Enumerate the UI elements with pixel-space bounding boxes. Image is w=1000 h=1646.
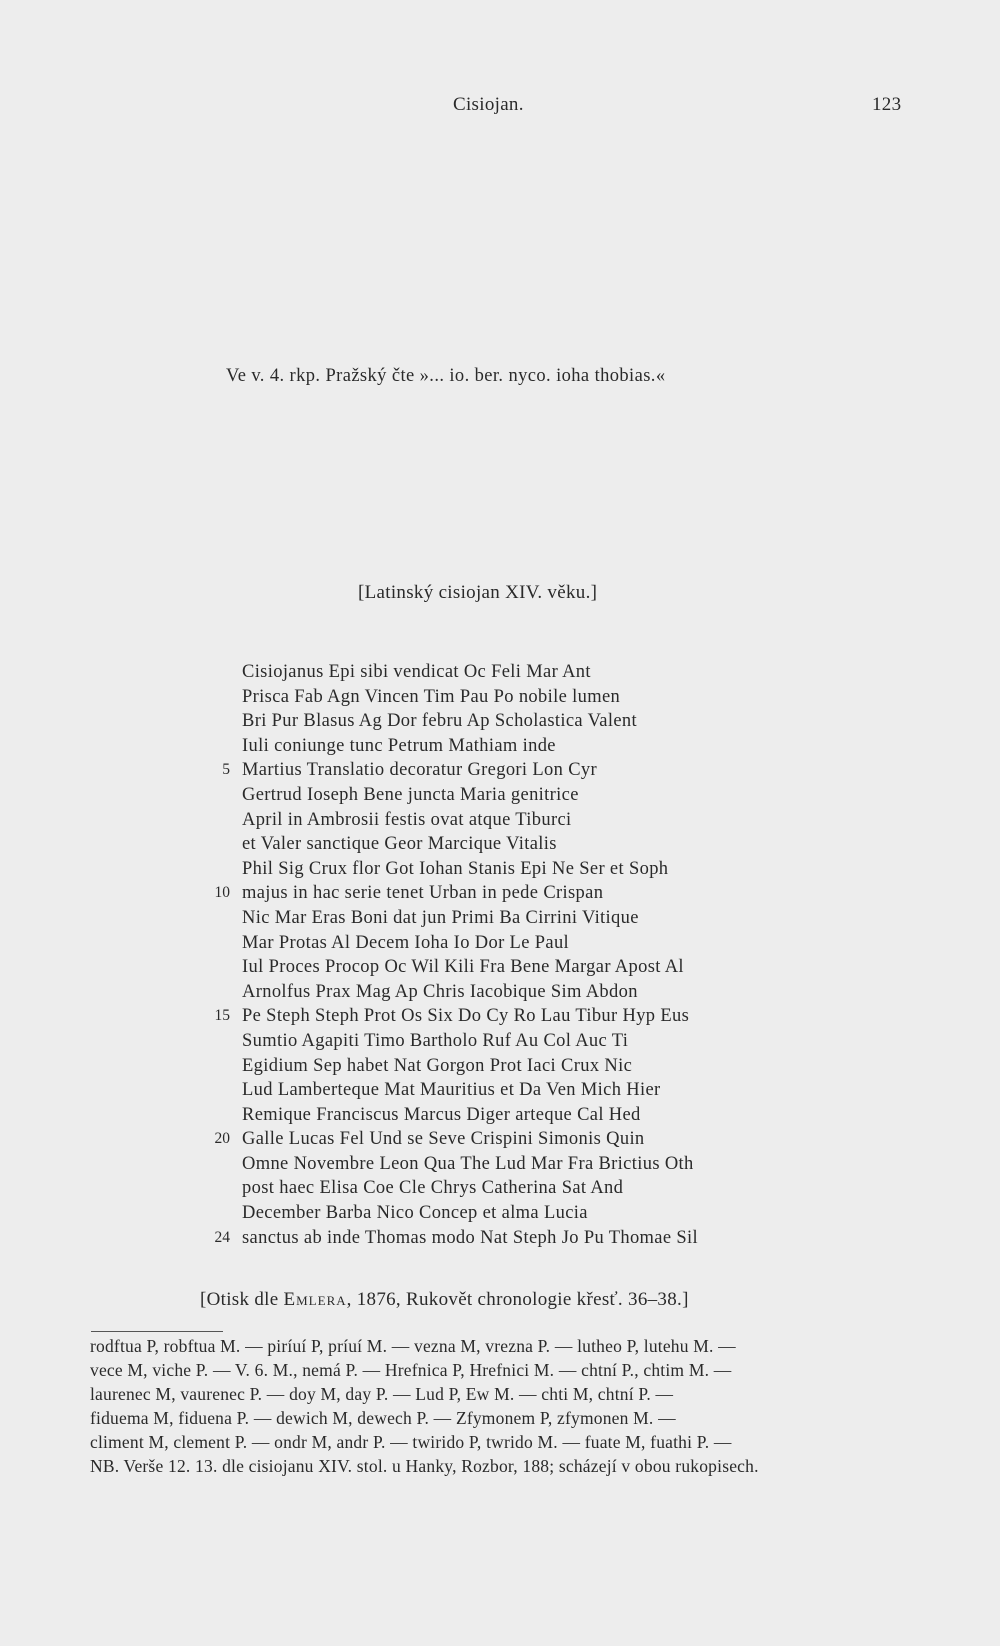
- poem-line: [198, 1127, 818, 1152]
- poem-line: [198, 758, 818, 783]
- poem-line: [198, 857, 818, 882]
- line-number: 15: [214, 1007, 230, 1025]
- poem-line: [198, 1152, 818, 1177]
- source-author: Emlera: [283, 1289, 347, 1310]
- poem-line: [198, 1054, 818, 1079]
- footnote-line: fiduema M, fiduena P. — dewich M, dewech P. — Zfymonem P, zfymonen M. —: [90, 1408, 676, 1428]
- poem-line: [198, 1176, 818, 1201]
- line-text: Egidium Sep habet Nat Gorgon Prot Iaci Crux Nic: [242, 1055, 633, 1076]
- poem-line: [198, 660, 818, 685]
- line-text: Omne Novembre Leon Qua The Lud Mar Fra Brictius Oth: [242, 1153, 694, 1174]
- poem-line: [198, 980, 818, 1005]
- running-title: Cisiojan.: [453, 94, 524, 115]
- poem-line: [198, 1103, 818, 1128]
- poem-line: [198, 709, 818, 734]
- poem-line: [198, 832, 818, 857]
- line-text: Nic Mar Eras Boni dat jun Primi Ba Cirrini Vitique: [242, 907, 639, 928]
- line-text: December Barba Nico Concep et alma Lucia: [242, 1203, 588, 1224]
- poem-line: [198, 881, 818, 906]
- poem-line: [198, 808, 818, 833]
- line-text: et Valer sanctique Geor Marcique Vitalis: [242, 834, 557, 855]
- poem: [198, 660, 818, 1250]
- line-text: Iuli coniunge tunc Petrum Mathiam inde: [242, 735, 556, 756]
- footnote-rule: [91, 1331, 223, 1332]
- footnote-line: vece M, viche P. — V. 6. M., nemá P. — Hrefnica P, Hrefnici M. — chtní P., chtim M. —: [90, 1360, 732, 1380]
- line-number: 5: [222, 761, 230, 779]
- page-number: 123: [872, 94, 902, 115]
- line-text: post haec Elisa Coe Cle Chrys Catherina Sat And: [242, 1178, 624, 1199]
- line-text: sanctus ab inde Thomas modo Nat Steph Jo Pu Thomae Sil: [242, 1227, 699, 1248]
- footnote-line: climent M, clement P. — ondr M, andr P. — twirido P, twrido M. — fuate M, fuathi P. —: [90, 1432, 732, 1452]
- line-text: Lud Lamberteque Mat Mauritius et Da Ven Mich Hier: [242, 1080, 661, 1101]
- footnote-line: laurenec M, vaurenec P. — doy M, day P. — Lud P, Ew M. — chti M, chtní P. —: [90, 1384, 674, 1404]
- line-text: Phil Sig Crux flor Got Iohan Stanis Epi Ne Ser et Soph: [242, 858, 669, 879]
- running-head: [0, 94, 1000, 120]
- poem-line: [198, 783, 818, 808]
- poem-line: [198, 1078, 818, 1103]
- line-text: Bri Pur Blasus Ag Dor febru Ap Scholastica Valent: [242, 711, 637, 732]
- poem-line: [198, 734, 818, 759]
- line-text: Prisca Fab Agn Vincen Tim Pau Po nobile lumen: [242, 686, 621, 707]
- line-text: majus in hac serie tenet Urban in pede Crispan: [242, 883, 604, 904]
- poem-line: [198, 931, 818, 956]
- line-text: Pe Steph Steph Prot Os Six Do Cy Ro Lau Tibur Hyp Eus: [242, 1006, 690, 1027]
- line-text: Martius Translatio decoratur Gregori Lon Cyr: [242, 760, 598, 781]
- footnotes: [90, 1334, 910, 1478]
- line-text: Cisiojanus Epi sibi vendicat Oc Feli Mar Ant: [242, 662, 591, 682]
- line-text: Mar Protas Al Decem Ioha Io Dor Le Paul: [242, 932, 570, 953]
- footnote-line: NB. Verše 12. 13. dle cisiojanu XIV. stol. u Hanky, Rozbor, 188; scházejí v obou rukopisech.: [90, 1456, 759, 1476]
- poem-line: [198, 906, 818, 931]
- line-number: 20: [214, 1130, 230, 1148]
- line-text: Gertrud Ioseph Bene juncta Maria genitrice: [242, 784, 579, 805]
- line-number: 10: [214, 884, 230, 902]
- line-text: Remique Franciscus Marcus Diger arteque Cal Hed: [242, 1104, 641, 1125]
- line-text: April in Ambrosii festis ovat atque Tiburci: [242, 809, 572, 830]
- poem-line: [198, 1201, 818, 1226]
- poem-line: [198, 955, 818, 980]
- line-text: Sumtio Agapiti Timo Bartholo Ruf Au Col Auc Ti: [242, 1030, 629, 1051]
- poem-line: [198, 1029, 818, 1054]
- source-suffix: , 1876, Rukovět chronologie křesť. 36–38.]: [346, 1289, 689, 1310]
- line-text: Arnolfus Prax Mag Ap Chris Iacobique Sim Abdon: [242, 981, 638, 1002]
- source-prefix: [Otisk dle: [200, 1289, 284, 1310]
- poem-line: [198, 1004, 818, 1029]
- poem-line: [198, 685, 818, 710]
- line-text: Iul Proces Procop Oc Wil Kili Fra Bene Margar Apost Al: [242, 957, 684, 978]
- poem-line: [198, 1226, 818, 1251]
- section-heading: [Latinský cisiojan XIV. věku.]: [358, 582, 598, 603]
- line-text: Galle Lucas Fel Und se Seve Crispini Simonis Quin: [242, 1129, 645, 1150]
- footnote-line: rodftua P, robftua M. — piríuí P, príuí M. — vezna M, vrezna P. — lutheo P, lutehu M. —: [90, 1336, 736, 1356]
- line-number: 24: [214, 1228, 230, 1246]
- manuscript-note: Ve v. 4. rkp. Pražský čte »... io. ber. nyco. ioha thobias.«: [226, 366, 666, 386]
- source-citation: [200, 1289, 689, 1311]
